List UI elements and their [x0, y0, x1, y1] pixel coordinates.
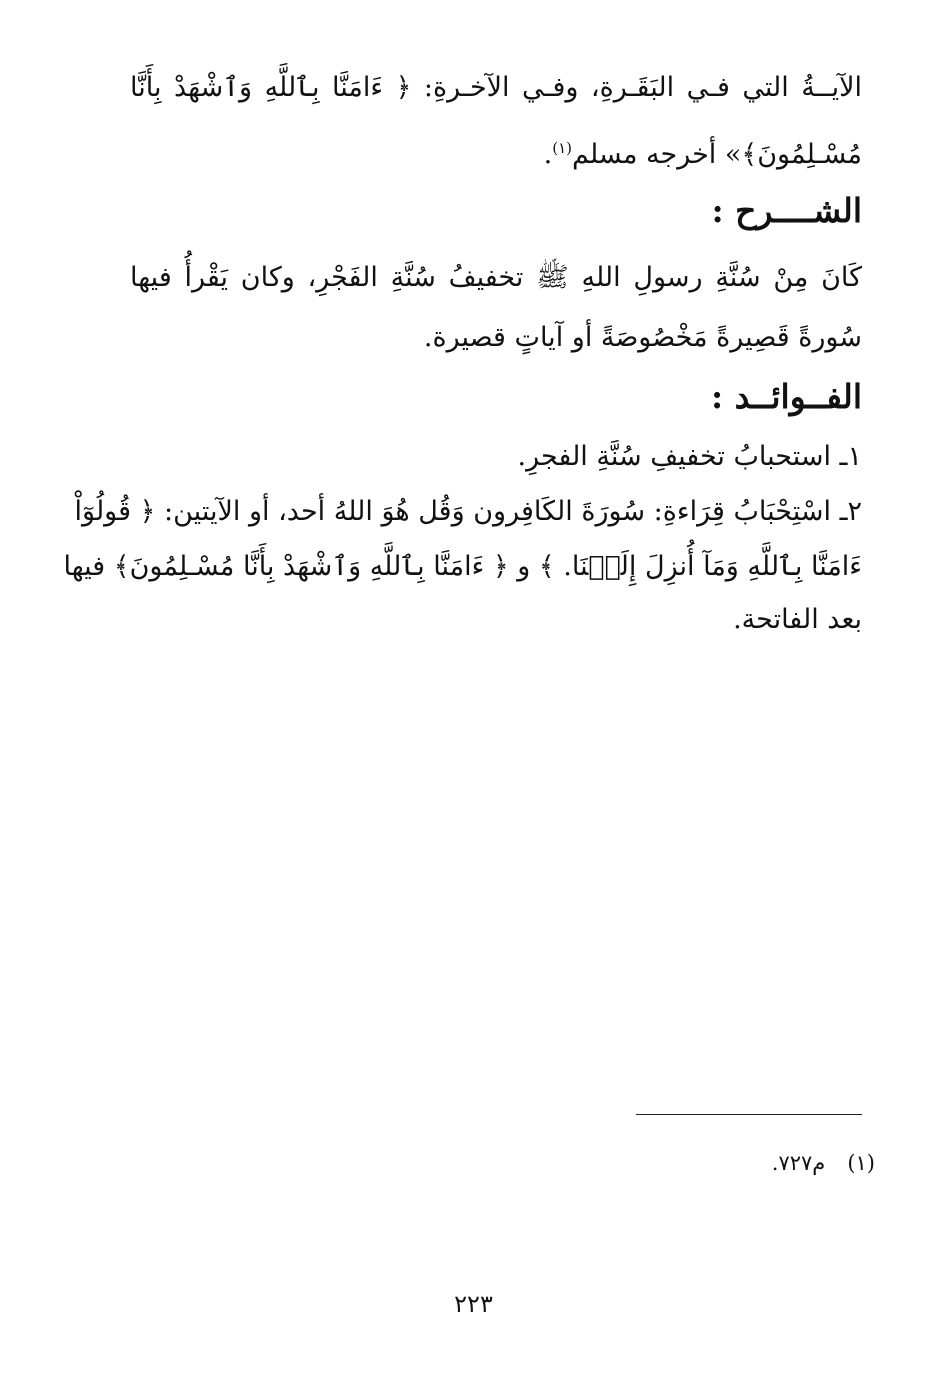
benefit-item-1: ١ـ استحبابُ تخفيفِ سُنَّةِ الفجرِ. — [517, 441, 862, 472]
hadith-ending: مُسْـلِمُونَ﴾» أخرجه مسلم — [572, 139, 862, 170]
benefit-item-2-line-3: بعد الفاتحة. — [733, 604, 862, 635]
sharh-line-2: سُورةً قَصِيرةً مَخْصُوصَةً أو آياتٍ قصيرة. — [423, 322, 862, 353]
footnote-reference: (١) — [552, 139, 572, 157]
footnote-divider — [636, 1114, 862, 1115]
body-line-2: مُسْـلِمُونَ﴾» أخرجه مسلم$^{(١)}$. — [543, 139, 862, 170]
footnote — [575, 1148, 875, 1178]
page-number: ٢٢٣ — [454, 1290, 493, 1318]
sharh-heading: الشــــرح : — [711, 191, 862, 230]
body-line-1: الآيــةُ التي فـي البَقَـرةِ، وفـي الآخـرةِ: ﴿ ءَامَنَّا بِٱللَّهِ وَٱشْهَدْ بِأَنَّا — [130, 72, 862, 103]
fawaid-heading: الفــوائــد : — [711, 377, 862, 416]
footnote-text: م٧٢٧. — [771, 1151, 826, 1175]
sharh-line-1: كَانَ مِنْ سُنَّةِ رسولِ اللهِ ﷺ تخفيفُ سُنَّةِ الفَجْرِ، وكان يَقْرأُ فيها — [130, 262, 862, 293]
benefit-item-2-line-1: ٢ـ اسْتِحْبَابُ قِرَاءةِ: سُورَةَ الكَافِرون وَقُل هُوَ اللهُ أحد، أو الآيتين: ﴿ قُولُوٓاْ — [74, 496, 862, 527]
footnote-number: (١) — [847, 1151, 875, 1175]
benefit-item-2-line-2: ءَامَنَّا بِٱللَّهِ وَمَآ أُنزِلَ إِلَيۡنَا. ﴾ و ﴿ ءَامَنَّا بِٱللَّهِ وَٱشْهَدْ بِأَنَّا مُسْـلِمُونَ﴾ فيها — [63, 551, 862, 582]
